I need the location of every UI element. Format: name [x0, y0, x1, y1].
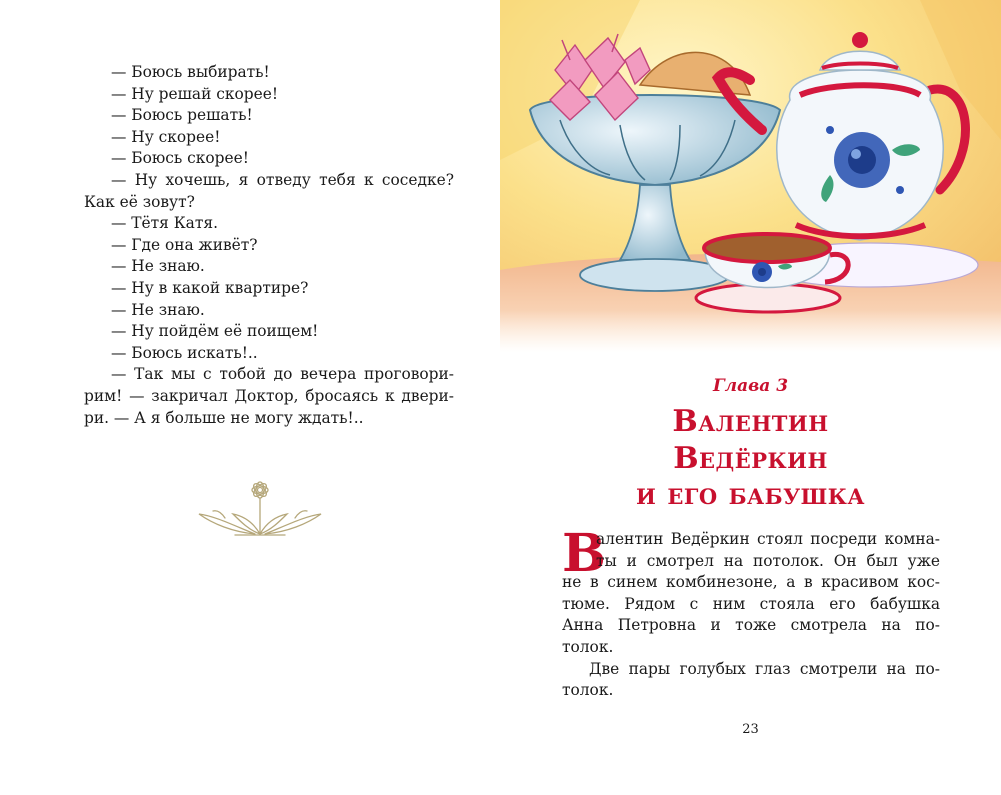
text-line: — Ну хочешь, я отведу тебя к соседке?	[111, 170, 454, 189]
chapter-title-line: Валентин	[672, 404, 829, 439]
flower-ornament-icon	[195, 478, 325, 538]
chapter-title	[500, 404, 1001, 514]
chapter-number: Глава 3	[712, 376, 789, 396]
text-line: толок.	[562, 637, 614, 656]
left-page	[0, 0, 500, 795]
text-line: толок.	[562, 681, 614, 700]
right-page	[500, 0, 1001, 795]
dialogue-text	[84, 62, 454, 429]
text-line: Анна Петровна и тоже смотрела на по-	[562, 616, 940, 635]
text-line: ри. — А я больше не могу ждать!..	[84, 408, 364, 427]
text-line: рим! — закричал Доктор, бросаясь к двери-	[84, 386, 454, 405]
text-line: — Так мы с тобой до вечера проговори-	[111, 365, 454, 384]
text-line: Как её зовут?	[84, 192, 195, 211]
text-line: — Боюсь скорее!	[111, 149, 249, 168]
text-line: — Боюсь искать!..	[111, 343, 258, 362]
text-line: — Боюсь выбирать!	[111, 63, 270, 81]
page-number: 23	[742, 722, 759, 737]
chapter-title-line: Ведёркин	[673, 440, 828, 476]
chapter-body-text	[562, 523, 940, 702]
text-line: — Где она живёт?	[111, 235, 258, 254]
text-line: — Ну в какой квартире?	[111, 278, 309, 297]
text-line: — Не знаю.	[111, 300, 205, 319]
text-line: — Тётя Катя.	[111, 214, 218, 233]
text-line: — Ну скорее!	[111, 127, 221, 146]
text-line: — Боюсь решать!	[111, 106, 253, 125]
text-line: ты и смотрел на потолок. Он был уже	[596, 551, 940, 570]
text-line: тюме. Рядом с ним стояла его бабушка	[562, 594, 940, 613]
text-line: алентин Ведёркин стоял посреди комна-	[596, 530, 940, 548]
text-line: не в синем комбинезоне, а в красивом кос-	[562, 573, 940, 592]
drop-cap: В	[562, 523, 606, 584]
text-line: — Ну решай скорее!	[111, 84, 279, 103]
text-line: Две пары голубых глаз смотрели на по-	[589, 659, 940, 678]
chapter-title-line: и его бабушка	[636, 477, 865, 512]
teapot-illustration	[500, 0, 1001, 352]
text-line: — Не знаю.	[111, 257, 205, 276]
text-line: — Ну пойдём её поищем!	[111, 322, 319, 341]
